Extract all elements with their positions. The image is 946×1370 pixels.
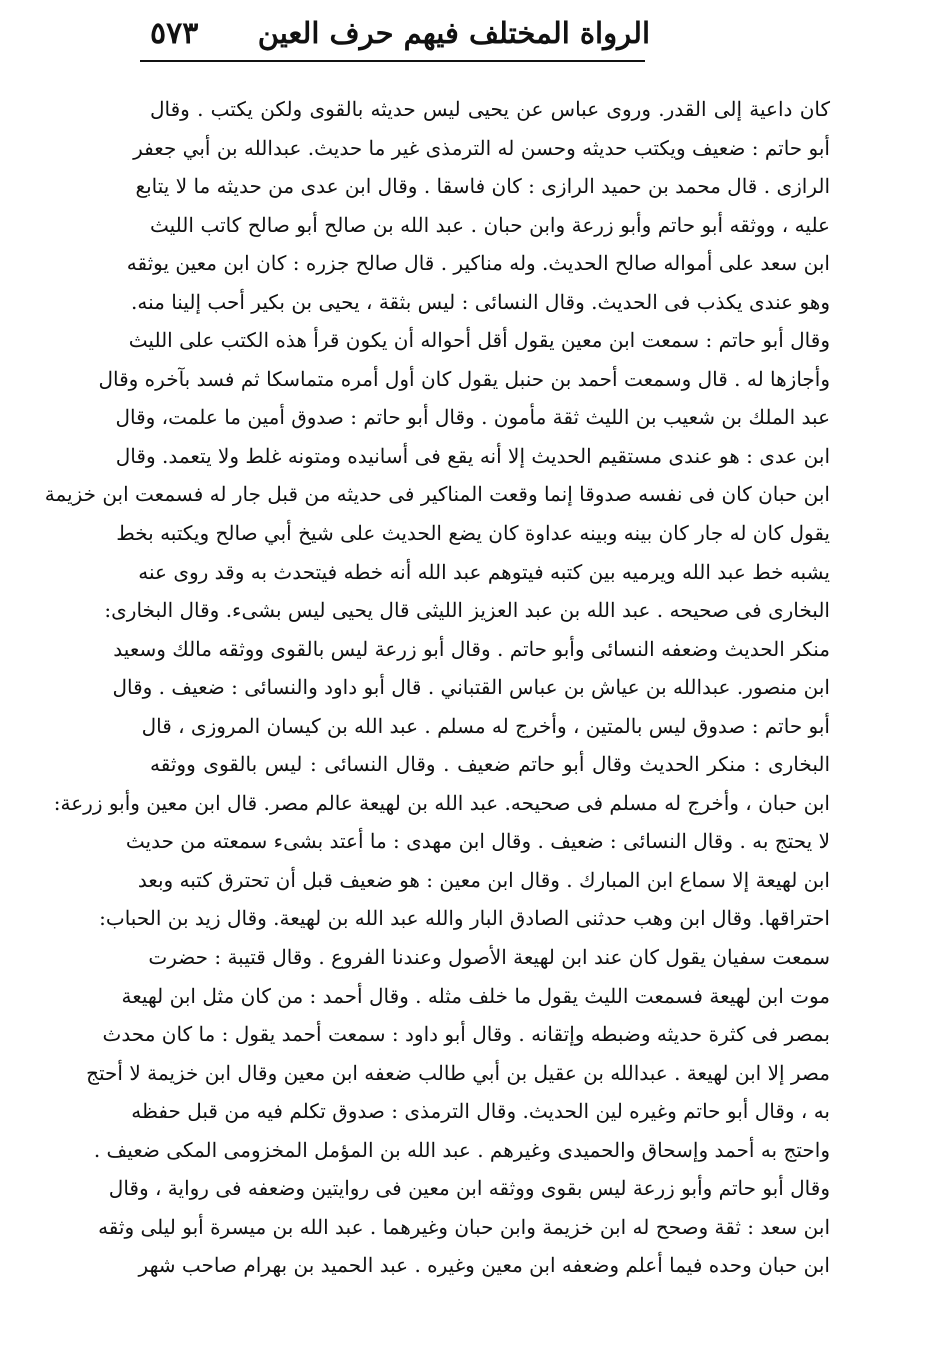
text-line: يشبه خط عبد الله ويرميه بين كتبه فيتوهم عبد الله أنه خطه فيتحدث به وقد روى عنه <box>138 559 830 584</box>
text-line: ابن عدى : هو عندى مستقيم الحديث إلا أنه يقع فى أسانيده ومتونه غلط ولا يتعمد. وقال <box>115 443 830 468</box>
text-line: مصر إلا ابن لهيعة . عبدالله بن عقيل بن أبي طالب ضعفه ابن معين وقال ابن خزيمة لا أحتج <box>86 1060 830 1085</box>
text-line: عبد الملك بن شعيب بن الليث ثقة مأمون . وقال أبو حاتم : صدوق أمين ما علمت، وقال <box>115 405 830 430</box>
header-rule <box>140 60 645 62</box>
text-line: وقال أبو حاتم : سمعت ابن معين يقول أقل أحواله أن يكون قرأ هذه الكتب على الليث <box>128 328 830 353</box>
body-text <box>44 90 830 1285</box>
page-number: ٥٧٣ <box>150 16 199 51</box>
text-line: أبو حاتم : ضعيف ويكتب حديثه وحسن له الترمذى غير ما حديث. عبدالله بن أبي جعفر <box>133 135 830 160</box>
page-header <box>150 14 650 60</box>
text-line: ابن لهيعة إلا سماع ابن المبارك . وقال ابن معين : هو ضعيف قبل أن تحترق كتبه وبعد <box>137 867 830 892</box>
text-line: موت ابن لهيعة فسمعت الليث يقول ما خلف مثله . وقال أحمد : من كان مثل ابن لهيعة <box>121 983 830 1008</box>
text-line: به ، وقال أبو حاتم وغيره لين الحديث. وقال الترمذى : صدوق تكلم فيه من قبل حفظه <box>131 1099 830 1124</box>
text-line: أبو حاتم : صدوق ليس بالمتين ، وأخرج له مسلم . عبد الله بن كيسان المروزى ، قال <box>141 713 830 738</box>
text-line: بمصر فى كثرة حديثه وضبطه وإتقانه . وقال أبو داود : سمعت أحمد يقول : ما كان محدث <box>102 1022 830 1047</box>
text-line: البخارى : منكر الحديث وقال أبو حاتم ضعيف . وقال النسائى : ليس بالقوى ووثقه <box>150 752 830 777</box>
running-title: الرواة المختلف فيهم حرف العين <box>257 16 650 50</box>
text-line: الرازى . قال محمد بن حميد الرازى : كان فاسقا . وقال ابن عدى من حديثه ما لا يتابع <box>135 174 830 199</box>
text-line: ابن منصور. عبدالله بن عياش بن عباس القتباني . قال أبو داود والنسائى : ضعيف . وقال <box>112 675 830 700</box>
text-line: ابن حبان كان فى نفسه صدوقا إنما وقعت المناكير فى حديثه من قبل جار له فسمعت ابن خزيمة <box>44 482 830 507</box>
text-line: ابن حبان وحده فيما أعلم وضعفه ابن معين وغيره . عبد الحميد بن بهرام صاحب شهر <box>138 1253 830 1278</box>
text-line: منكر الحديث وضعفه النسائى وأبو حاتم . وقال أبو زرعة ليس بالقوى ووثقه مالك وسعيد <box>113 636 830 661</box>
text-line: ابن سعد : ثقة وصحح له ابن خزيمة وابن حبان وغيرهما . عبد الله بن ميسرة أبو ليلى وثقه <box>98 1214 830 1239</box>
text-line: البخارى فى صحيحه . عبد الله بن عبد العزيز الليثى قال يحيى ليس بشىء. وقال البخارى: <box>104 598 830 623</box>
text-line: ابن حبان ، وأخرج له مسلم فى صحيحه. عبد الله بن لهيعة عالم مصر. قال ابن معين وأبو زرعة: <box>53 790 830 815</box>
text-line: يقول كان له جار كان بينه وبينه عداوة كان يضع الحديث على شيخ أبي صالح ويكتبه بخط <box>116 521 830 546</box>
text-line: لا يحتج به . وقال النسائى : ضعيف . وقال ابن مهدى : ما أعتد بشىء سمعته من حديث <box>125 829 830 854</box>
text-line: واحتج به أحمد وإسحاق والحميدى وغيرهم . عبد الله بن المؤمل المخزومى المكى ضعيف . <box>93 1137 830 1162</box>
text-line: وهو عندى يكذب فى الحديث. وقال النسائى : ليس بثقة ، يحيى بن بكير أحب إلينا منه. <box>131 289 830 314</box>
text-line: كان داعية إلى القدر. وروى عباس عن يحيى ليس حديثه بالقوى ولكن يكتب . وقال <box>150 97 830 121</box>
text-line: وقال أبو حاتم وأبو زرعة ليس بقوى ووثقه ابن معين فى روايتين وضعفه فى رواية ، وقال <box>108 1176 830 1201</box>
text-line: احتراقها. وقال ابن وهب حدثنى الصادق البار والله عبد الله بن لهيعة. وقال زيد بن الحباب: <box>99 906 830 931</box>
text-line: عليه ، ووثقه أبو حاتم وأبو زرعة وابن حبان . عبد الله بن صالح أبو صالح كاتب الليث <box>150 212 830 237</box>
text-line: ابن سعد على أمواله صالح الحديث. وله مناكير . قال صالح جزره : كان ابن معين يوثقه <box>126 251 830 276</box>
text-line: وأجازها له . قال وسمعت أحمد بن حنبل يقول كان أول أمره متماسكا ثم فسد بآخره وقال <box>98 366 830 391</box>
text-line: سمعت سفيان يقول كان عند ابن لهيعة الأصول وعندنا الفروع . وقال قتيبة : حضرت <box>148 945 830 970</box>
